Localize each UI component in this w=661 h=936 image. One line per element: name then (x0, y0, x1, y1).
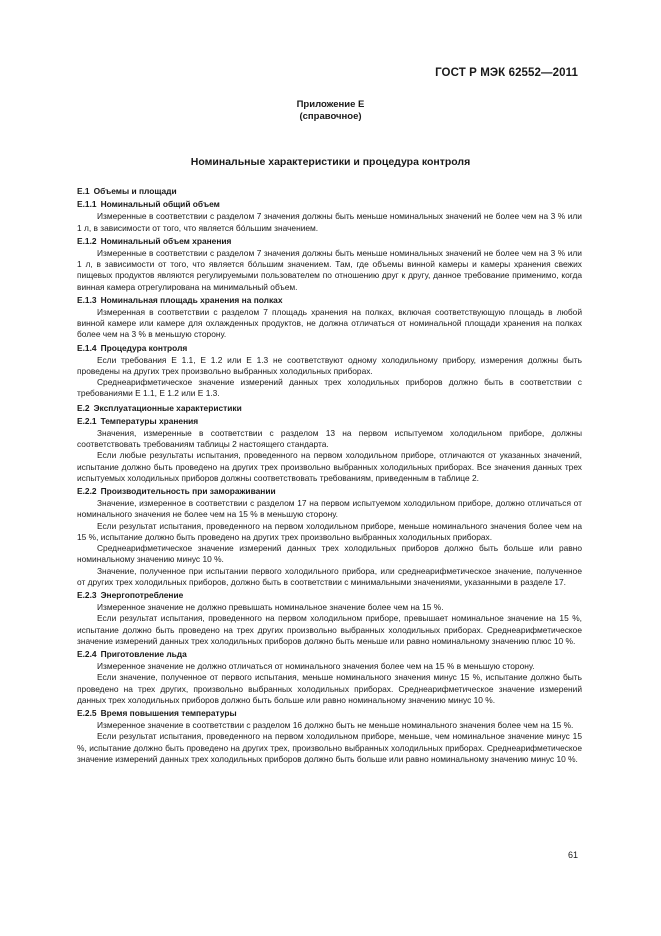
paragraph: Измеренное значение не должно превышать номинальное значение более чем на 15 %. (97, 602, 444, 613)
section-number: Е.1.2 (77, 235, 97, 246)
page-title: Номинальные характеристики и процедура контроля (190, 156, 471, 168)
section-number: Е.2.2 (77, 486, 97, 497)
page-number: 61 (567, 850, 578, 860)
section-heading-e1 (77, 186, 582, 197)
paragraph: Измеренные в соответствии с разделом 7 значения должны быть меньше номинальных значений не более чем на 3 % или 1 л, в зависимости от того, что является бóльшим значением. (77, 211, 582, 233)
paragraph: Измеренное значение в соответствии с разделом 16 должно быть не меньше номинального значения более чем на 15 %. (97, 720, 574, 731)
paragraph: Если требования Е 1.1, Е 1.2 или Е 1.3 не соответствуют одному холодильному прибору, измерения должны быть проведены на других трех произвольно выбранных холодильных приборах. (77, 354, 582, 377)
paragraph: Среднеарифметическое значение измерений данных трех холодильных приборов должно быть больше или равно номинальному значению минус 10 %. (77, 543, 582, 565)
section-title: Время повышения температуры (100, 707, 237, 718)
subsection-heading-e12 (77, 236, 582, 247)
section-number: Е.2.5 (77, 707, 97, 718)
subsection-heading-e25 (77, 708, 582, 719)
subsection-heading-e14 (77, 343, 582, 354)
subsection-heading-e21 (77, 416, 582, 427)
section-title: Производительность при замораживании (100, 486, 276, 497)
section-title: Объемы и площади (93, 186, 177, 196)
section-number: Е.2.1 (77, 415, 97, 426)
paragraph: Измеренные в соответствии с разделом 7 значения должны быть меньше номинальных значений не более чем на 3 % или 1 л, в зависимости от того, что является бóльшим значением. Там, где объемы винной камеры и камеры хранения свежих пищевых продуктов являются регулируемыми пользователем по отношению друг к другу, данное требование применимо, когда винная камера отрегулирована на минимальный объем. (77, 248, 582, 292)
section-number: Е.1 (77, 186, 90, 196)
section-title: Эксплуатационные характеристики (93, 402, 242, 413)
section-title: Процедура контроля (100, 342, 188, 353)
annex-type: (справочное) (299, 111, 362, 122)
paragraph: Если результат испытания, проведенного на первом холодильном приборе, превышает номинальное значение на 15 %, испытание должно быть проведено на трех других произвольно выбранных холодильных приборах. Среднеарифметическое значение измерений данных трех холодильных приборов должно быть меньше или равно номинальному значению плюс 10 %. (77, 613, 582, 646)
paragraph: Измеренное значение не должно отличаться от номинального значения более чем на 15 % в меньшую сторону. (97, 661, 535, 672)
subsection-heading-e13 (77, 295, 582, 306)
section-number: Е.1.3 (77, 294, 97, 305)
paragraph: Если результат испытания, проведенного на первом холодильном приборе, меньше, чем номинальное значение минус 15 %, испытание должно быть проведено на других трех, произвольно выбранных холодильных приборах. Среднеарифметическое значение измерений данных трех холодильных приборов должно быть больше или равно номинальному значению минус 10 %. (77, 731, 582, 764)
section-title: Температуры хранения (100, 415, 199, 426)
paragraph: Измеренная в соответствии с разделом 7 площадь хранения на полках, включая соответствующую площадь в любой винной камере или камере для охлажденных продуктов, не должна отличаться от номинальной площади хранения на полках более чем на 3 % в меньшую сторону. (77, 307, 582, 340)
section-title: Номинальный объем хранения (100, 235, 232, 246)
annex-heading (0, 99, 661, 123)
paragraph: Значение, полученное при испытании первого холодильного прибора, или среднеарифметическое значение, полученное от других трех холодильных приборов, должно быть в соответствии с минимальными значениями, указанными в разделе 17. (77, 565, 582, 587)
annex-label: Приложение Е (296, 99, 365, 110)
paragraph: Если любые результаты испытания, проведенного на первом холодильном приборе, отличаются от указанных значений, испытание должно быть проведено на других трех произвольно выбранных холодильных приборах. Все значения данных трех испытуемых холодильных приборов должны соответствовать требованиям, приведенным в таблице 2. (77, 450, 582, 483)
paragraph: Если результат испытания, проведенного на первом холодильном приборе, меньше номинального значения более чем на 15 %, испытание должно быть проведено на других трех произвольно выбранных холодильных приборах. (77, 520, 582, 542)
subsection-heading-e11 (77, 199, 582, 210)
section-heading-e2 (77, 403, 582, 414)
section-number: Е.1.1 (77, 199, 97, 210)
section-title: Энергопотребление (100, 589, 184, 600)
subsection-heading-e23 (77, 590, 582, 601)
paragraph: Если значение, полученное от первого испытания, меньше номинального значения минус 15 %, испытание должно быть проведено на трех других, произвольно выбранных холодильных приборах. Среднеарифметическое значение измерений данных трех холодильных приборов должно быть больше или равно номинальному значению минус 10 %. (77, 672, 582, 705)
document-body (77, 183, 582, 765)
subsection-heading-e24 (77, 649, 582, 660)
section-number: Е.1.4 (77, 342, 97, 353)
section-title: Приготовление льда (100, 648, 187, 659)
subsection-heading-e22 (77, 486, 582, 497)
section-title: Номинальный общий объем (100, 199, 220, 210)
paragraph: Значение, измеренное в соответствии с разделом 17 на первом испытуемом холодильном приборе, должно отличаться от номинального значения не более чем на 15 % в меньшую сторону. (77, 498, 582, 520)
section-number: Е.2.4 (77, 648, 97, 659)
section-number: Е.2.3 (77, 589, 97, 600)
paragraph: Значения, измеренные в соответствии с разделом 13 на первом испытуемом холодильном приборе, должны соответствовать требованиям таблицы 2 настоящего стандарта. (77, 428, 582, 450)
section-number: Е.2 (77, 402, 90, 413)
standard-code: ГОСТ Р МЭК 62552—2011 (435, 67, 578, 79)
paragraph: Среднеарифметическое значение измерений данных трех холодильных приборов должно быть в соответствии с требованиями Е 1.1, Е 1.2 или Е 1.3. (77, 377, 582, 399)
section-title: Номинальная площадь хранения на полках (100, 294, 283, 305)
